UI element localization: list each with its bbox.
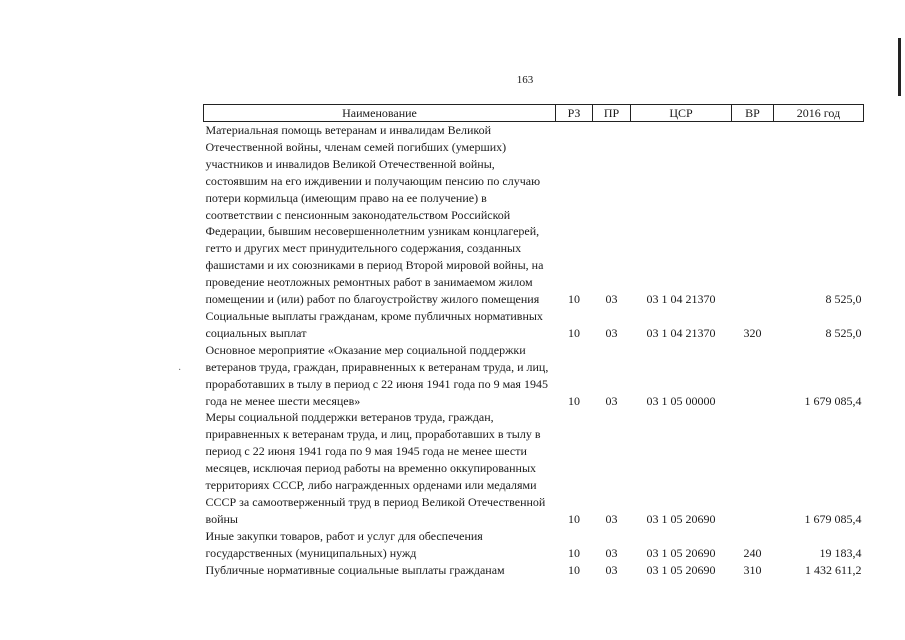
row-amount: 19 183,4 bbox=[819, 545, 862, 560]
scan-edge-mark bbox=[898, 38, 901, 96]
row-csr: 03 1 04 21370 bbox=[646, 325, 716, 340]
table-row bbox=[204, 342, 864, 410]
table-row bbox=[204, 562, 864, 579]
table-header-row bbox=[204, 105, 864, 122]
scan-margin-mark: · bbox=[178, 365, 182, 376]
header-amount: 2016 год bbox=[774, 105, 864, 122]
row-name: Основное мероприятие «Оказание мер социальной поддержки ветеранов труда, граждан, приравненных к ветеранам труда, и лиц, проработавших в тылу в период с 22 июня 1941 года по 9 мая 1945 года не менее шести месяцев» bbox=[205, 342, 549, 408]
row-amount: 1 679 085,4 bbox=[804, 393, 862, 408]
row-amount: 1 679 085,4 bbox=[804, 511, 862, 526]
row-rz: 10 bbox=[568, 511, 580, 526]
header-csr: ЦСР bbox=[631, 105, 732, 122]
row-name: Иные закупки товаров, работ и услуг для обеспечения государственных (муниципальных) нужд bbox=[205, 528, 483, 560]
row-csr: 03 1 05 20690 bbox=[646, 562, 716, 577]
row-csr: 03 1 04 21370 bbox=[646, 292, 716, 307]
row-vr: 240 bbox=[743, 545, 762, 560]
row-csr: 03 1 05 20690 bbox=[646, 511, 716, 526]
row-vr: 320 bbox=[743, 325, 762, 340]
row-vr: 310 bbox=[743, 562, 762, 577]
row-rz: 10 bbox=[568, 545, 580, 560]
row-name: Меры социальной поддержки ветеранов труда, граждан, приравненных к ветеранам труда, и лиц, проработавших в тылу в период с 22 июня 1941 года по 9 мая 1945 года не менее шести месяцев, исключая период работы на временно оккупированных территориях СССР, либо награжденных орденами или медалями СССР за самоотверженный труд в период Великой Отечественной войны bbox=[205, 410, 546, 526]
row-vr bbox=[732, 342, 774, 410]
table-row bbox=[204, 122, 864, 308]
row-rz: 10 bbox=[568, 562, 580, 577]
row-pr: 03 bbox=[605, 545, 618, 560]
row-rz: 10 bbox=[568, 325, 580, 340]
header-pr: ПР bbox=[593, 105, 631, 122]
row-csr: 03 1 05 00000 bbox=[646, 393, 716, 408]
table-row bbox=[204, 528, 864, 562]
row-amount: 8 525,0 bbox=[825, 325, 862, 340]
row-csr: 03 1 05 20690 bbox=[646, 545, 716, 560]
row-rz: 10 bbox=[568, 393, 580, 408]
row-amount: 8 525,0 bbox=[825, 292, 862, 307]
budget-table bbox=[203, 104, 864, 578]
page-number: 163 bbox=[516, 74, 534, 86]
row-pr: 03 bbox=[605, 292, 618, 307]
row-name: Материальная помощь ветеранам и инвалидам Великой Отечественной войны, членам семей погибших (умерших) участников и инвалидов Великой Отечественной войны, состоявшим на его иждивении и получающим пенсию по случаю потери кормильца (имеющим право на ее получение) в соответствии с пенсионным законодательством Российской Федерации, бывшим несовершеннолетним узникам концлагерей, гетто и других мест принудительного содержания, созданных фашистами и их союзниками в период Второй мировой войны, на проведение неотложных ремонтных работ в занимаемом жилом помещении и (или) работ по благоустройству жилого помещения bbox=[205, 123, 544, 307]
row-pr: 03 bbox=[605, 325, 618, 340]
header-name: Наименование bbox=[204, 105, 556, 122]
table-row bbox=[204, 308, 864, 342]
row-vr bbox=[732, 122, 774, 308]
row-rz: 10 bbox=[568, 292, 580, 307]
row-pr: 03 bbox=[605, 562, 618, 577]
row-pr: 03 bbox=[605, 393, 618, 408]
row-pr: 03 bbox=[605, 511, 618, 526]
row-name: Социальные выплаты гражданам, кроме публичных нормативных социальных выплат bbox=[205, 308, 543, 340]
header-vr: ВР bbox=[732, 105, 774, 122]
row-vr bbox=[732, 409, 774, 527]
row-amount: 1 432 611,2 bbox=[804, 562, 862, 577]
header-rz: РЗ bbox=[556, 105, 593, 122]
table-row bbox=[204, 409, 864, 527]
row-name: Публичные нормативные социальные выплаты гражданам bbox=[205, 562, 505, 577]
